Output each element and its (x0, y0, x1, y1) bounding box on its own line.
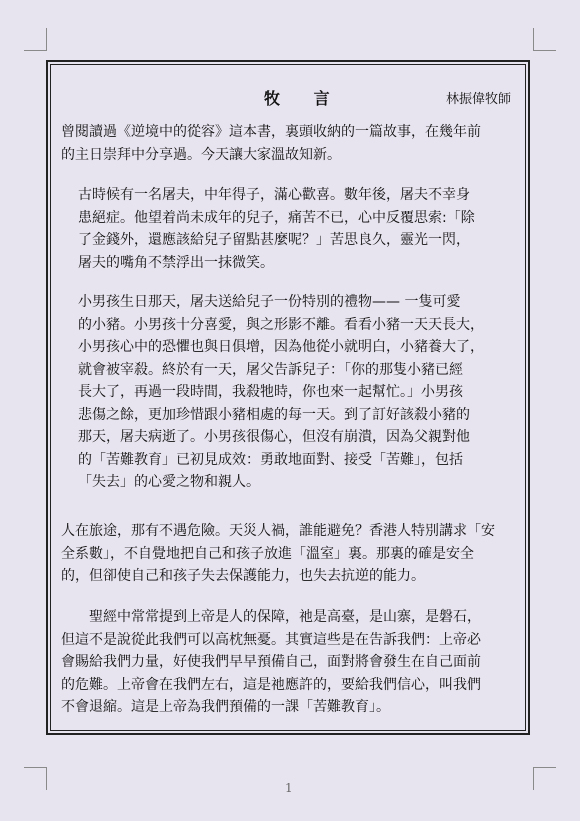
text-line: 的主日崇拜中分享過。今天讓大家溫故知新。 (61, 146, 341, 163)
text-line: 的小豬。小男孩十分喜愛，與之形影不離。看看小豬一天天長大， (78, 316, 484, 333)
text-line: 曾閱讀過《逆境中的從容》這本書，裏頭收納的一篇故事，在幾年前 (61, 124, 481, 140)
text-line: 小男孩心中的恐懼也與日俱增，因為他從小就明白，小豬養大了， (78, 339, 484, 355)
text-line: 的「苦難教育」已初見成效：勇敢地面對、接受「苦難」，包括 (78, 451, 463, 468)
text-line: 人在旅途，那有不遇危險。天災人禍，誰能避免？香港人特別講求「安 (61, 523, 495, 539)
text-line: 會賜給我們力量，好使我們早早預備自己，面對將會發生在自己面前 (61, 654, 481, 670)
text-line: 的危難。上帝會在我們左右，這是祂應許的，要給我們信心，叫我們 (61, 676, 481, 693)
text-line: 那天，屠夫病逝了。小男孩很傷心，但沒有崩潰，因為父親對他 (78, 429, 470, 445)
text-line: 「失去」的心愛之物和親人。 (78, 474, 260, 490)
paragraph-story-1 (78, 184, 475, 274)
text-line: 長大了，再過一段時間，我殺牠時，你也來一起幫忙。」小男孩 (78, 384, 463, 400)
crop-mark-bottom-left-v (46, 767, 47, 790)
text-line: 患絕症。他望着尚未成年的兒子，痛苦不已，心中反覆思索:「除 (78, 209, 475, 226)
crop-mark-top-right-v (533, 28, 534, 51)
text-line: 小男孩生日那天，屠夫送給兒子一份特別的禮物—— 一隻可愛 (78, 294, 461, 310)
text-line: 的，但卻使自己和孩子失去保護能力，也失去抗逆的能力。 (61, 568, 425, 584)
crop-mark-top-left-h (24, 50, 47, 51)
paragraph-reflection (61, 520, 495, 588)
crop-mark-bottom-right-v (533, 767, 534, 790)
paragraph-conclusion (61, 606, 481, 719)
crop-mark-bottom-right-h (533, 767, 556, 768)
text-line: 了金錢外，還應該給兒子留點甚麼呢？」苦思良久，靈光一閃， (78, 232, 470, 248)
text-line: 就會被宰殺。終於有一天，屠父告訴兒子：「你的那隻小豬已經 (78, 361, 463, 378)
text-line: 屠夫的嘴角不禁浮出一抹微笑。 (78, 254, 274, 271)
author-name: 林振偉牧師 (446, 92, 512, 107)
text-line: 悲傷之餘，更加珍惜跟小豬相處的每一天。到了訂好該殺小豬的 (78, 406, 470, 423)
paragraph-story-2 (78, 291, 484, 494)
document-title: 牧 言 (264, 89, 344, 108)
crop-mark-top-left-v (46, 28, 47, 51)
text-line: 古時候有一名屠夫，中年得子，滿心歡喜。數年後，屠夫不幸身 (78, 187, 470, 203)
page-number: 1 (285, 781, 293, 795)
crop-mark-top-right-h (533, 50, 556, 51)
paragraph-intro (61, 121, 481, 166)
text-line: 全系數」，不自覺地把自己和孩子放進「溫室」裏。那裏的確是安全 (61, 545, 474, 562)
crop-mark-bottom-left-h (24, 767, 47, 768)
text-line: 聖經中常常提到上帝是人的保障，祂是高臺，是山寨，是磐石， (89, 609, 481, 625)
text-line: 但這不是說從此我們可以高枕無憂。其實這些是在告訴我們：上帝必 (61, 631, 481, 648)
text-line: 不會退縮。這是上帝為我們預備的一課「苦難教育」。 (61, 699, 390, 715)
